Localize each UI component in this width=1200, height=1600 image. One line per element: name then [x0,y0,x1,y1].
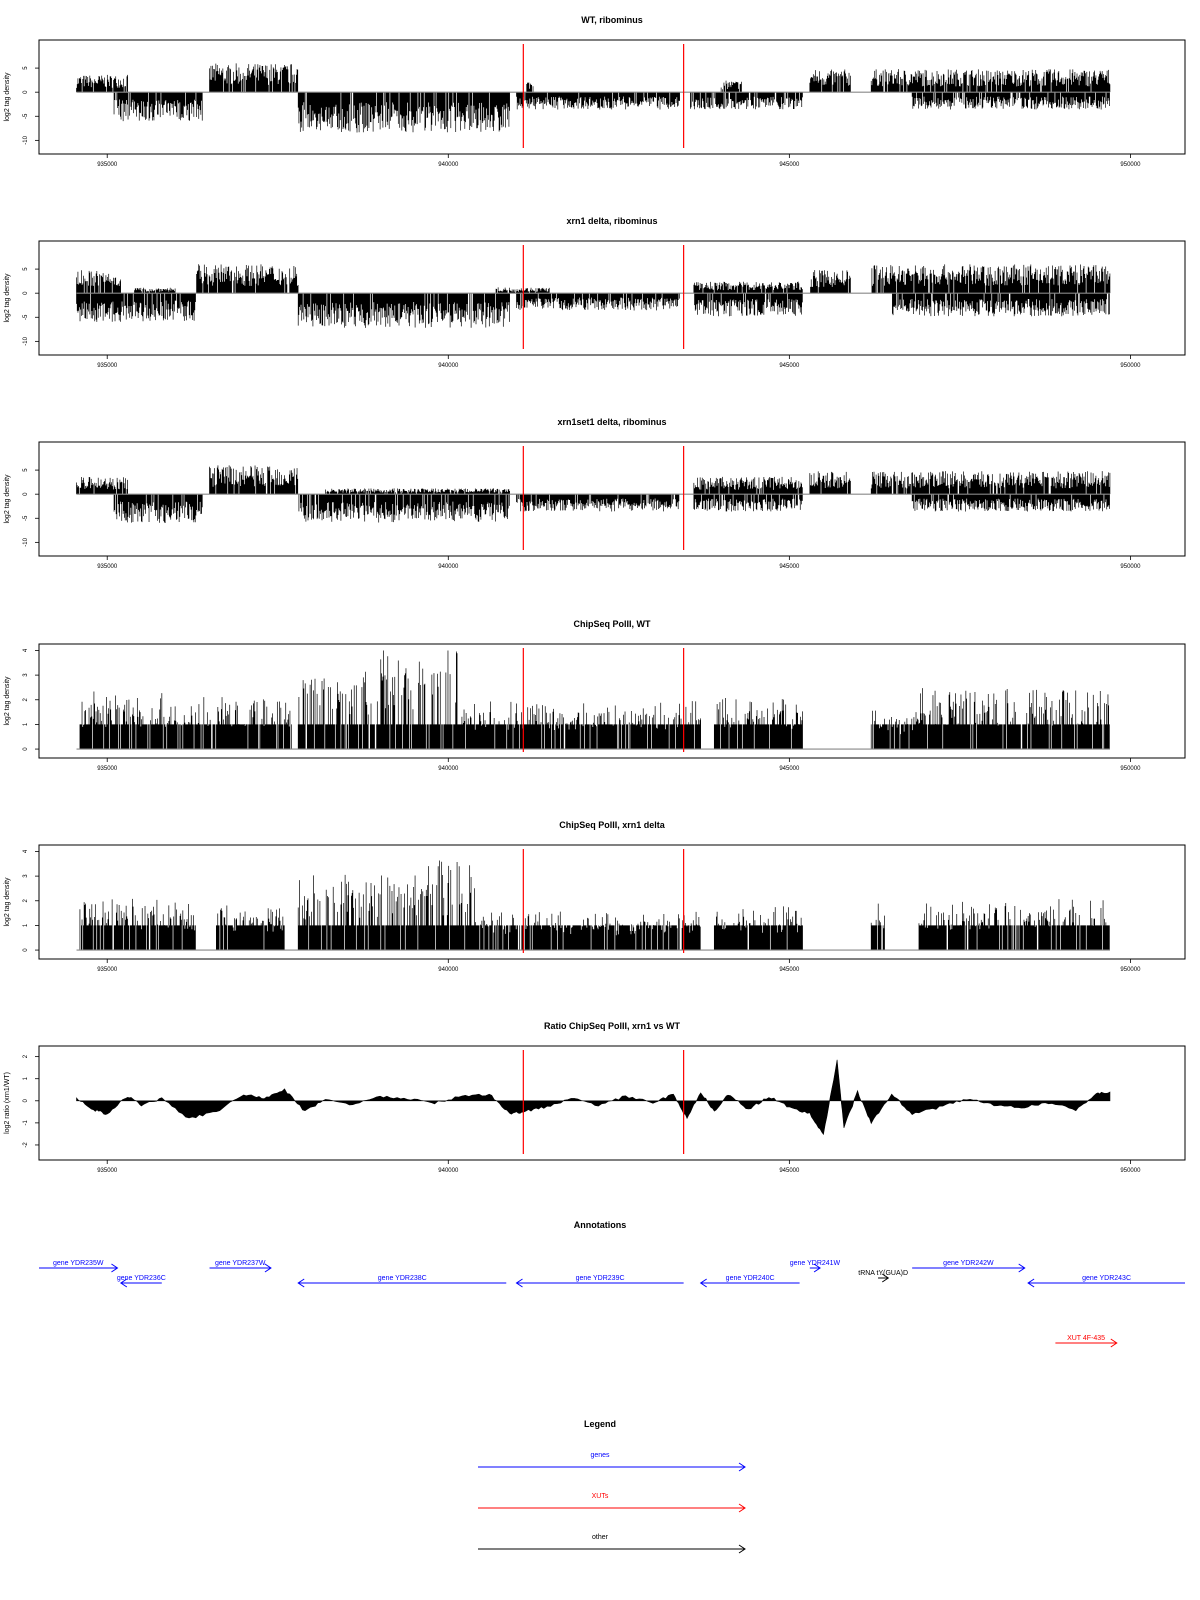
y-axis-label: log2 tag density [4,474,11,524]
legend-label: other [592,1534,608,1541]
x-tick-label: 950000 [1120,967,1141,973]
annotation-label: gene YDR241W [789,1260,841,1267]
y-tick-label: 1 [23,722,29,727]
x-tick-label: 935000 [97,162,118,168]
y-tick-label: -5 [23,314,29,320]
panel-3 [4,417,1185,570]
y-tick-label: 1 [23,923,29,928]
y-axis-label: log2 ratio (xrn1/WT) [4,1072,11,1134]
y-tick-label: 2 [23,1054,29,1059]
x-tick-label: 945000 [779,766,800,772]
y-tick-label: 1 [23,1077,29,1081]
x-tick-label: 940000 [438,766,459,772]
x-tick-label: 940000 [438,564,459,570]
y-axis-label: log2 tag density [4,72,11,122]
y-tick-label: -2 [23,1142,29,1148]
panel-2 [4,216,1185,369]
signal-bars [77,1060,1110,1135]
annotation-label: gene YDR240C [725,1275,775,1282]
y-tick-label: -1 [23,1120,29,1126]
panel-5 [4,820,1185,973]
x-tick-label: 935000 [97,363,118,369]
y-tick-label: 2 [23,698,29,702]
panel-title: xrn1 delta, ribominus [566,216,658,226]
x-tick-label: 950000 [1120,162,1141,168]
x-tick-label: 950000 [1120,363,1141,369]
legend-arrow-other [478,1545,745,1553]
density-bars [77,63,1110,132]
y-tick-label: 4 [23,849,29,854]
x-tick-label: 940000 [438,1168,459,1174]
annotation-label: gene YDR236C [116,1275,166,1282]
annotation-label: gene YDR243C [1082,1275,1132,1282]
x-tick-label: 950000 [1120,766,1141,772]
x-tick-label: 935000 [97,766,118,772]
y-tick-label: 5 [23,66,29,70]
y-tick-label: -5 [23,515,29,521]
panel-title: xrn1set1 delta, ribominus [557,417,667,427]
x-tick-label: 945000 [779,162,800,168]
y-tick-label: -10 [23,337,29,346]
x-tick-label: 935000 [97,967,118,973]
panel-title: WT, ribominus [581,15,643,25]
panel-4 [4,619,1185,772]
y-tick-label: -5 [23,113,29,119]
x-tick-label: 945000 [779,363,800,369]
panel-title: ChipSeq PolII, WT [573,619,651,629]
annotation-label: gene YDR242W [943,1260,994,1267]
y-tick-label: 0 [23,948,29,952]
density-bars [80,860,1109,950]
y-tick-label: 5 [23,267,29,271]
panel-title: Ratio ChipSeq PolII, xrn1 vs WT [543,1021,681,1031]
x-tick-label: 935000 [97,564,118,570]
y-tick-label: 0 [23,90,29,94]
signal-bars [80,650,1109,749]
legend-title: Legend [583,1419,617,1429]
x-tick-label: 940000 [438,363,459,369]
legend-label: XUTs [591,1493,609,1500]
x-tick-label: 945000 [779,967,800,973]
x-tick-label: 945000 [779,1168,800,1174]
y-tick-label: -10 [23,136,29,145]
y-tick-label: 0 [23,747,29,751]
y-tick-label: -10 [23,538,29,547]
annotation-label: tRNA tY(GUA)D [858,1270,909,1277]
x-tick-label: 940000 [438,967,459,973]
y-tick-label: 3 [23,673,29,677]
signal-bars [77,63,1110,132]
annotation-label: gene YDR237W [214,1260,266,1267]
x-tick-label: 935000 [97,1168,118,1174]
x-tick-label: 950000 [1120,564,1141,570]
x-tick-label: 940000 [438,162,459,168]
track-panels [4,15,1185,1174]
annotation-label: gene YDR235W [52,1260,104,1267]
annotations-section [39,1220,1185,1347]
legend-arrow-xut [478,1504,745,1512]
x-tick-label: 950000 [1120,1168,1141,1174]
annotations-title: Annotations [573,1220,627,1230]
y-tick-label: 0 [23,492,29,496]
density-bars [77,264,1110,328]
density-bars [80,650,1109,749]
y-tick-label: 0 [23,291,29,295]
y-tick-label: 3 [23,874,29,878]
panel-title: ChipSeq PolII, xrn1 delta [559,820,665,830]
annotation-label: gene YDR239C [575,1275,625,1282]
y-axis-label: log2 tag density [4,877,11,927]
y-tick-label: 4 [23,648,29,653]
legend-label: genes [590,1452,610,1459]
x-tick-label: 945000 [779,564,800,570]
signal-bars [80,860,1109,950]
annotation-label: XUT 4F-435 [1067,1335,1106,1342]
ratio-area [77,1060,1110,1135]
y-tick-label: 2 [23,899,29,903]
legend-arrow-gene [478,1463,745,1471]
legend-section [478,1419,745,1553]
y-axis-label: log2 tag density [4,676,11,726]
panel-1 [4,15,1185,168]
signal-bars [77,264,1110,328]
y-axis-label: log2 tag density [4,273,11,323]
panel-6 [4,1021,1185,1174]
y-tick-label: 0 [23,1099,29,1103]
annotation-label: gene YDR238C [377,1275,427,1282]
y-tick-label: 5 [23,468,29,472]
